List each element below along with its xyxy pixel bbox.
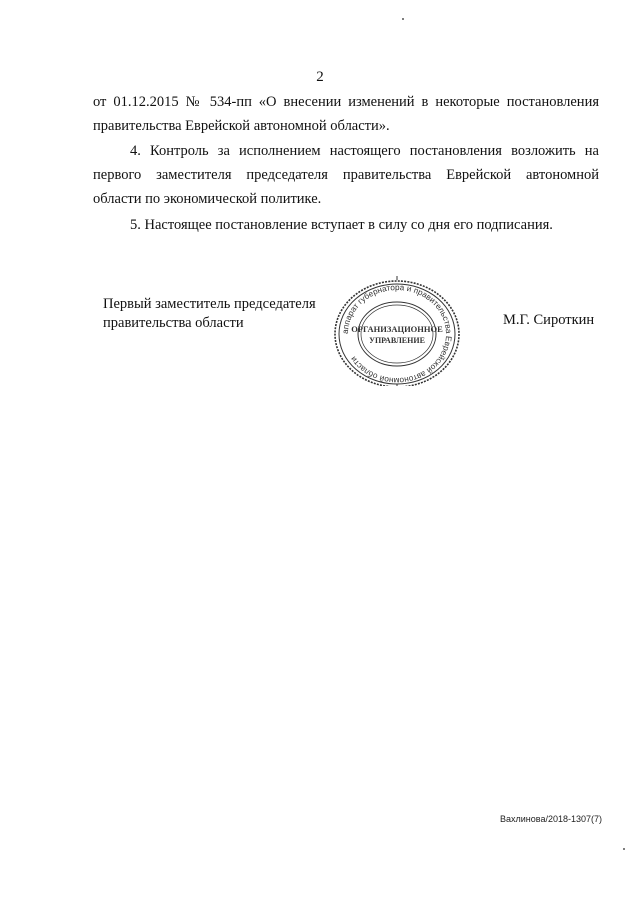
- document-footer-code: Вахлинова/2018-1307(7): [500, 814, 602, 824]
- seal-center-line: УПРАВЛЕНИЕ: [369, 336, 425, 345]
- scan-speck: [623, 848, 625, 850]
- seal-center-line: ОРГАНИЗАЦИОННОЕ: [351, 324, 443, 334]
- signer-name: М.Г. Сироткин: [503, 312, 595, 328]
- paragraph-item-4: [93, 139, 599, 211]
- paragraph-line: правительства Еврейской автономной области».: [93, 118, 390, 134]
- paragraph-continuation: [93, 90, 599, 138]
- paragraph-line: первого заместителя председателя правительства Еврейской автономной: [93, 167, 599, 183]
- paragraph-line: от 01.12.2015 № 534-пп «О внесении изменений в некоторые постановления: [93, 94, 599, 110]
- signer-position-line: правительства области: [103, 315, 244, 331]
- seal-ring-text: аппарат губернатора и правительства Еврейской автономной области: [340, 282, 454, 386]
- page-number: 2: [316, 69, 324, 85]
- scan-speck: [402, 18, 404, 20]
- paragraph-line: 4. Контроль за исполнением настоящего постановления возложить на: [130, 143, 599, 159]
- paragraph-item-5: [93, 213, 599, 237]
- paragraph-line: 5. Настоящее постановление вступает в силу со дня его подписания.: [130, 217, 553, 233]
- paragraph-line: области по экономической политике.: [93, 191, 322, 207]
- signer-position-line: Первый заместитель председателя: [103, 296, 316, 312]
- signer-position: [103, 295, 316, 333]
- official-seal-stamp: [327, 274, 467, 386]
